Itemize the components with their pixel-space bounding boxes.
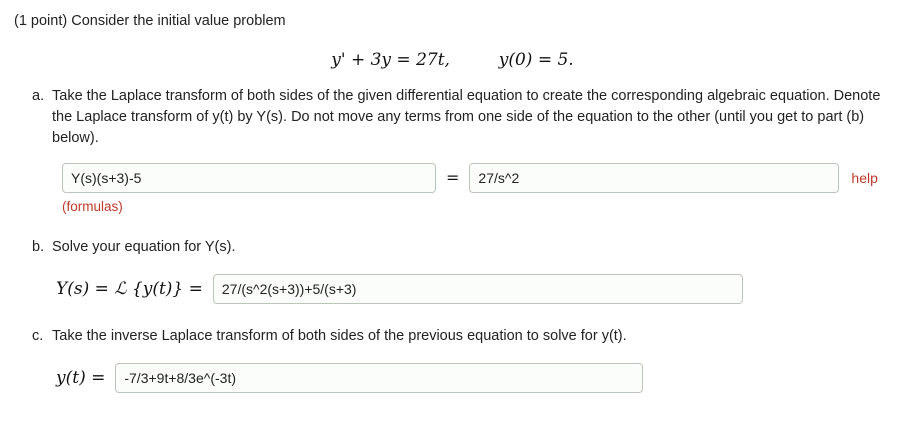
points-label: (1 point): [14, 13, 68, 29]
part-b-input[interactable]: [213, 274, 743, 304]
formulas-link[interactable]: (formulas): [62, 198, 123, 214]
part-c-input[interactable]: [115, 363, 643, 393]
equation-initial-condition: y(0) = 5.: [498, 49, 574, 70]
intro-text: Consider the initial value problem: [71, 13, 286, 29]
part-c-text: Take the inverse Laplace transform of both sides of the previous equation to solve for y(t).: [52, 327, 627, 344]
part-a-left-input[interactable]: [62, 163, 436, 193]
part-a-help-link[interactable]: help: [851, 169, 878, 186]
part-a: [32, 86, 891, 149]
equation-main: y' + 3y = 27t,: [331, 49, 450, 70]
part-c-answer-row: [56, 363, 891, 393]
part-a-right-input[interactable]: [469, 163, 839, 193]
part-a-text: Take the Laplace transform of both sides of the given differential equation to create the corresponding algebraic equation. Denote the Laplace transform of y(t) by Y(s). Do not move any terms from one side of the equation to the other (until you get to part (b) below).: [52, 87, 881, 146]
part-a-label: a.: [32, 87, 45, 104]
part-a-equals-sign: =: [446, 168, 460, 188]
problem-intro: [14, 12, 891, 32]
part-b-label: b.: [32, 238, 45, 255]
part-b-lead-math: Y(s) = ℒ {y(t)} =: [56, 278, 203, 299]
part-a-answer-row: [62, 163, 891, 193]
part-b: [32, 237, 891, 258]
part-c-label: c.: [32, 327, 44, 344]
part-b-answer-row: [56, 274, 891, 304]
part-b-text: Solve your equation for Y(s).: [52, 238, 236, 255]
part-c: [32, 326, 891, 347]
differential-equation: [14, 50, 891, 70]
part-c-lead-math: y(t) =: [56, 367, 106, 388]
